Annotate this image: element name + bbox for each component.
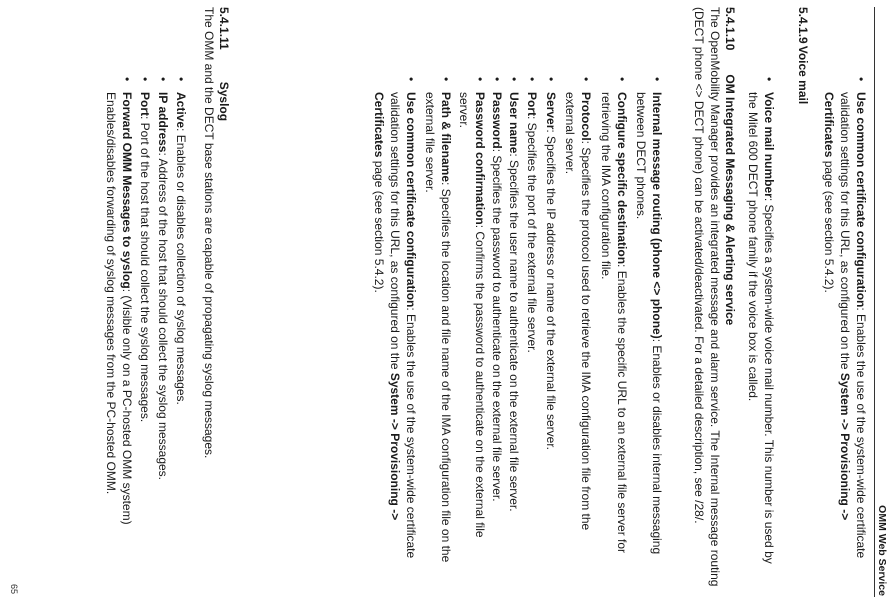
bullet-item: • Password confirmation: Confirms the password to authenticate on the external file server. (456, 90, 488, 572)
bullet-item: • Path & filename: Specifies the location and file name of the IMA configuration file on the external file server. (422, 90, 454, 572)
bullet-item: • Protocol: Specifies the protocol used to retrieve the IMA configuration file from the external server. (562, 90, 594, 572)
bullet-item: • Active: Enables or disables collection of syslog messages. (173, 90, 189, 580)
bullet-item: • Port: Port of the host that should collect the syslog messages. (137, 90, 153, 580)
bullet-item: • Port: Specifies the port of the external file server. (524, 90, 540, 572)
bullet-item: • Password: Specifies the password to authenticate on the external file server. (489, 90, 505, 572)
bullet-item: • Internal message routing (phone <> phone): Enables or disables internal messaging between DECT phones. (633, 90, 665, 572)
bullet-item: • IP address: Address of the host that should collect the syslog messages. (155, 90, 171, 580)
bullet-item: • User name: Specifies the user name to authenticate on the external file server. (506, 90, 522, 572)
section-paragraph: The OpenMobility Manager provides an integrated message and alarm service. The Internal message routing (DECT phone <> DECT phone) can be activated/deactivated. For a detailed description, see /28/. (692, 7, 722, 587)
bullet-item: • Server: Specifies the IP address or name of the external file server. (543, 90, 559, 572)
running-header: OMM Web Service (876, 505, 888, 596)
section-paragraph: The OMM and the DECT base stations are capable of propagating syslog messages. (202, 7, 216, 459)
bullet-use-common-certificate-configuration: • Use common certificate configuration: Enables the use of the system-wide certificate validation settings for this URL, as configured on the System -> Provisioning -> Certificates page (see section 5.4.2). (371, 90, 419, 572)
bullet-item: • Forward OMM Messages to syslog: (Visible only on a PC-hosted OMM system) Enables/disables forwarding of syslog messages from the PC-hosted OMM. (103, 90, 135, 580)
header-rule (874, 7, 875, 597)
section-heading-syslog: 5.4.1.11Syslog (217, 7, 231, 122)
page-number: 65 (9, 584, 19, 595)
section-heading-voice-mail: 5.4.1.9Voice mail (796, 7, 810, 105)
bullet-use-common-certificate-configuration: • Use common certificate configuration: Enables the use of the system-wide certificate validation settings for this URL, as configured on the System -> Provisioning -> Certificates page (see section 5.4.2). (821, 90, 869, 572)
bullet-item: • Configure specific destination: Enables the specific URL to an external file server for retrieving the IMA configuration file. (598, 90, 630, 572)
section-heading-om-integrated-messaging: 5.4.1.10OM Integrated Messaging & Alerting service (723, 7, 737, 326)
bullet-voice-mail-number: • Voice mail number: Specifies a system-wide voice mail number. This number is used by the Mitel 600 DECT phone family if the voice box is called. (745, 90, 777, 580)
